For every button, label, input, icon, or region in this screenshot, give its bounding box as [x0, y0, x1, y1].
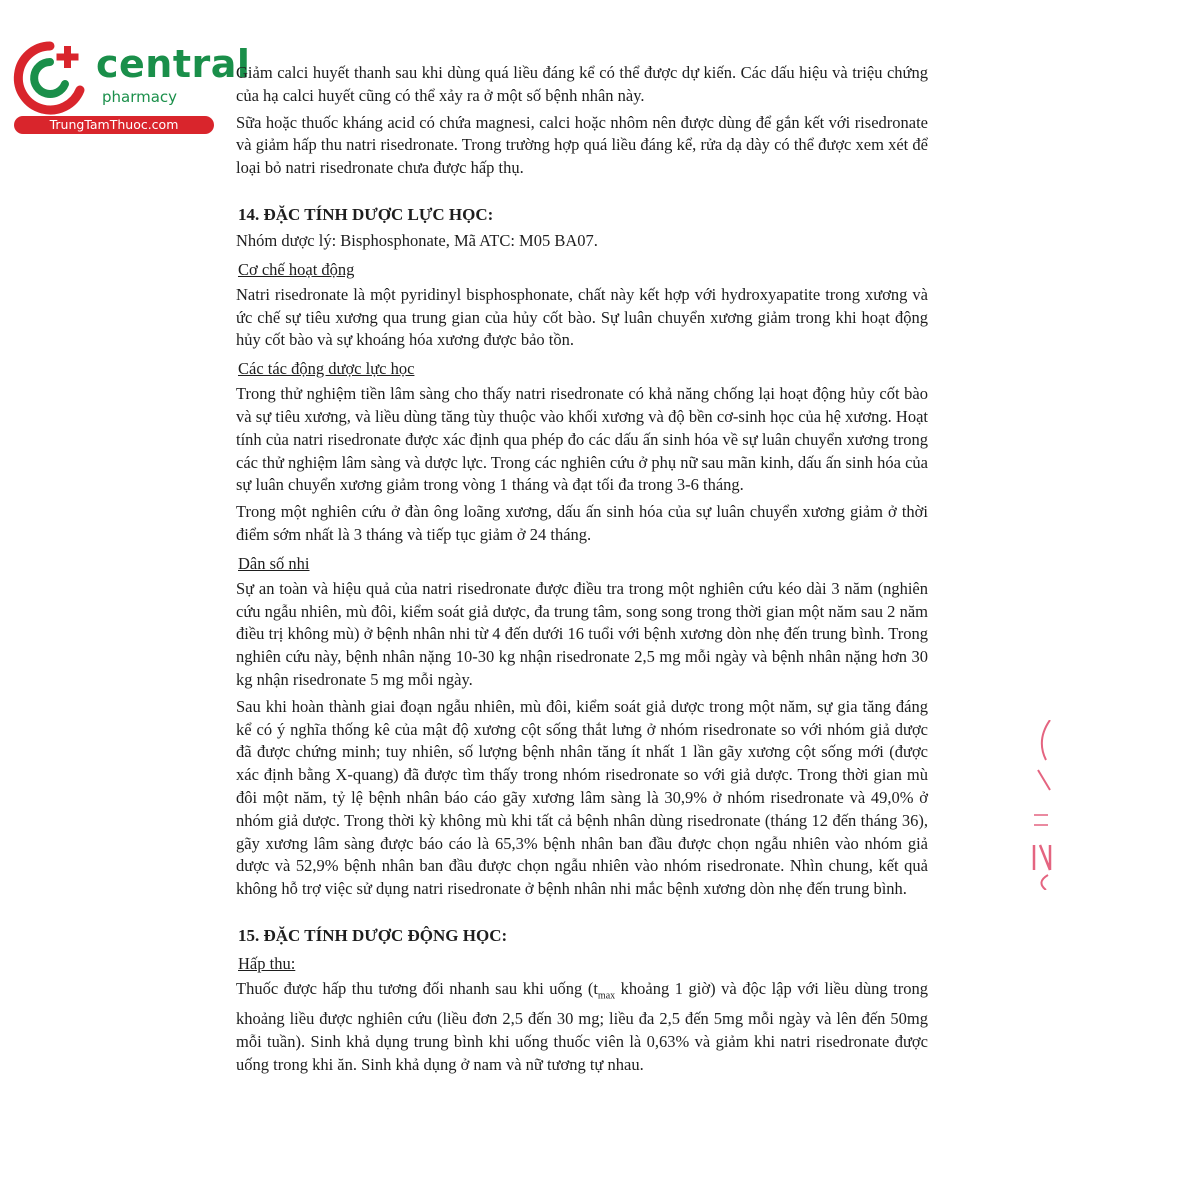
- pediatric-paragraph-1: Sự an toàn và hiệu quả của natri risedronate được điều tra trong một nghiên cứu kéo dài 3 năm (nghiên cứu ngẫu nhiên, mù đôi, kiểm soát giả dược, đa trung tâm, song song trong thời gian một năm sau 2 năm điều trị không mù) ở bệnh nhân nhi từ 4 đến dưới 16 tuổi với bệnh xương dòn nhẹ đến trung bình. Trong nghiên cứu này, bệnh nhân nặng 10-30 kg nhận risedronate 2,5 mg mỗi ngày và bệnh nhân nặng hơn 30 kg nhận risedronate 5 mg mỗi ngày.: [236, 578, 928, 689]
- tmax-subscript: max: [597, 990, 616, 1002]
- absorption-paragraph: [236, 978, 928, 1076]
- logo-url-banner: TrungTamThuoc.com: [14, 116, 214, 134]
- mechanism-subheading: Cơ chế hoạt động: [238, 259, 355, 279]
- document-body: [236, 62, 928, 1080]
- logo-name: central: [96, 42, 251, 86]
- stamp-mark: [1028, 720, 1058, 890]
- effects-subheading: Các tác động dược lực học: [238, 359, 415, 379]
- section-14-heading: 14. ĐẶC TÍNH DƯỢC LỰC HỌC:: [238, 204, 494, 224]
- pharmacy-logo: [10, 38, 251, 138]
- mechanism-paragraph: Natri risedronate là một pyridinyl bisphosphonate, chất này kết hợp với hydroxyapatite trong xương và ức chế sự tiêu xương qua trung gian của hủy cốt bào. Sự luân chuyển xương giảm trong khi hoạt động hủy cốt bào và sự khoáng hóa xương được bảo tồn.: [236, 284, 928, 350]
- paragraph-overdose-1: Giảm calci huyết thanh sau khi dùng quá liều đáng kể có thể được dự kiến. Các dấu hiệu và triệu chứng của hạ calci huyết cũng có thể xảy ra ở một số bệnh nhân này.: [236, 63, 928, 105]
- absorption-subheading: Hấp thu:: [238, 953, 296, 973]
- pharmacologic-group: Nhóm dược lý: Bisphosphonate, Mã ATC: M05 BA07.: [236, 230, 598, 250]
- pediatric-subheading: Dân số nhi: [238, 553, 310, 573]
- logo-subtitle: pharmacy: [102, 88, 178, 106]
- effects-paragraph-2: Trong một nghiên cứu ở đàn ông loãng xương, dấu ấn sinh hóa của sự luân chuyển xương giảm ở thời điểm sớm nhất là 3 tháng và tiếp tục giảm ở 24 tháng.: [236, 502, 928, 544]
- absorption-text-end: khoảng 1 giờ) và độc lập với liều dùng trong khoảng liều được nghiên cứu (liều đơn 2,5 đến 30 mg; liều đa 2,5 đến 5mg mỗi ngày và lên đến 50mg mỗi tuần). Sinh khả dụng trung bình khi uống thuốc viên là 0,63% và giảm khi natri risedronate được uống trong khi ăn. Sinh khả dụng ở nam và nữ tương tự nhau.: [236, 978, 928, 1074]
- effects-paragraph-1: Trong thử nghiệm tiền lâm sàng cho thấy natri risedronate có khả năng chống lại hoạt động hủy cốt bào và sự tiêu xương, và liều dùng tăng tùy thuộc vào khối xương và độ bền cơ-sinh học của hệ xương. Hoạt tính của natri risedronate được xác định qua phép đo các dấu ấn sinh hóa về sự luân chuyển xương trong các thử nghiệm lâm sàng và dược lực. Trong các nghiên cứu ở phụ nữ sau mãn kinh, dấu ấn sinh hóa của sự luân chuyển xương giảm trong vòng 1 tháng và đạt tối đa trong 3-6 tháng.: [236, 384, 928, 495]
- pediatric-paragraph-2: Sau khi hoàn thành giai đoạn ngẫu nhiên, mù đôi, kiểm soát giả dược trong một năm, sự gia tăng đáng kể có ý nghĩa thống kê của mật độ xương cột sống thắt lưng ở nhóm risedronate so với nhóm giả dược đã được chứng minh; tuy nhiên, số lượng bệnh nhân tăng ít nhất 1 lần gãy xương cột sống mới (được xác định bằng X-quang) đã được tìm thấy trong nhóm risedronate so với giả dược. Trong thời gian mù đôi một năm, tỷ lệ bệnh nhân báo cáo gãy xương lâm sàng là 30,9% ở nhóm risedronate và 49,0% ở nhóm giả dược. Trong thời kỳ không mù khi tất cả bệnh nhân dùng risedronate (tháng 12 đến tháng 36), gãy xương lâm sàng được báo cáo là 65,3% bệnh nhân ban đầu được chọn ngẫu nhiên vào nhóm giả dược và 52,9% bệnh nhân ban đầu được chọn ngẫu nhiên vào nhóm risedronate. Nhìn chung, kết quả không hỗ trợ việc sử dụng natri risedronate ở bệnh nhân nhi mắc bệnh xương dòn nhẹ đến trung bình.: [236, 696, 928, 899]
- pharmacy-logo-icon: [10, 38, 90, 118]
- section-15-heading: 15. ĐẶC TÍNH DƯỢC ĐỘNG HỌC:: [238, 925, 508, 945]
- absorption-text-start: Thuốc được hấp thu tương đối nhanh sau khi uống (t: [236, 978, 598, 998]
- paragraph-overdose-2: Sữa hoặc thuốc kháng acid có chứa magnesi, calci hoặc nhôm nên được dùng để gắn kết với risedronate và giảm hấp thu natri risedronate. Trong trường hợp quá liều đáng kể, rửa dạ dày có thể được xem xét để loại bỏ natri risedronate chưa được hấp thụ.: [236, 112, 928, 178]
